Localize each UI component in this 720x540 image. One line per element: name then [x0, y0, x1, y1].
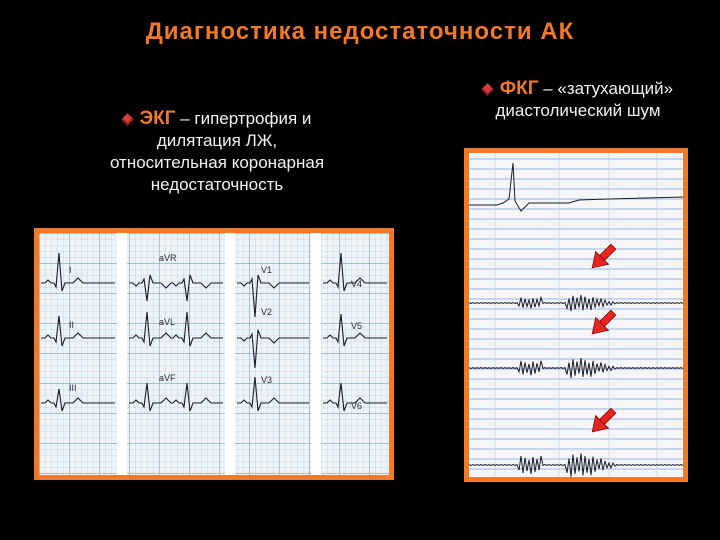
- ecg-lead-label: aVR: [159, 253, 177, 263]
- bullet-icon: [121, 113, 134, 126]
- pcg-image-frame: [464, 148, 688, 482]
- pcg-line1-text: – «затухающий»: [538, 79, 674, 98]
- ecg-lead-label: I: [69, 265, 72, 275]
- slide-title: Диагностика недостаточности АК: [145, 18, 575, 45]
- ecg-lead-label: aVF: [159, 373, 176, 383]
- pcg-bullet-line1: [448, 78, 708, 100]
- ecg-line1-text: – гипертрофия и: [175, 109, 312, 128]
- ecg-lead-label: V6: [351, 401, 363, 411]
- ecg-bullet: [72, 108, 362, 196]
- ecg-line2: дилятация ЛЖ,: [156, 131, 278, 150]
- ecg-lead-label: III: [69, 383, 77, 393]
- ecg-lead-label: V5: [351, 321, 363, 331]
- ecg-bullet-line1: [72, 108, 362, 130]
- ecg-line4: недостаточность: [150, 175, 284, 194]
- pcg-keyword: ФКГ: [499, 78, 539, 99]
- pcg-line2: диастолический шум: [495, 101, 661, 120]
- bullet-icon: [481, 83, 494, 96]
- ecg-lead-label: V3: [261, 375, 273, 385]
- ecg-line3: относительная коронарная: [109, 153, 325, 172]
- ecg-lead-label: aVL: [159, 317, 176, 327]
- ecg-image-frame: [34, 228, 394, 480]
- ecg-lead-label: V4: [351, 279, 363, 289]
- ecg-keyword: ЭКГ: [139, 108, 176, 129]
- ecg-image: [39, 233, 389, 475]
- pcg-image: [469, 153, 683, 477]
- ecg-lead-label: V1: [261, 265, 273, 275]
- pcg-bullet: [448, 78, 708, 122]
- ecg-lead-label: V2: [261, 307, 273, 317]
- ecg-lead-label: II: [69, 320, 75, 330]
